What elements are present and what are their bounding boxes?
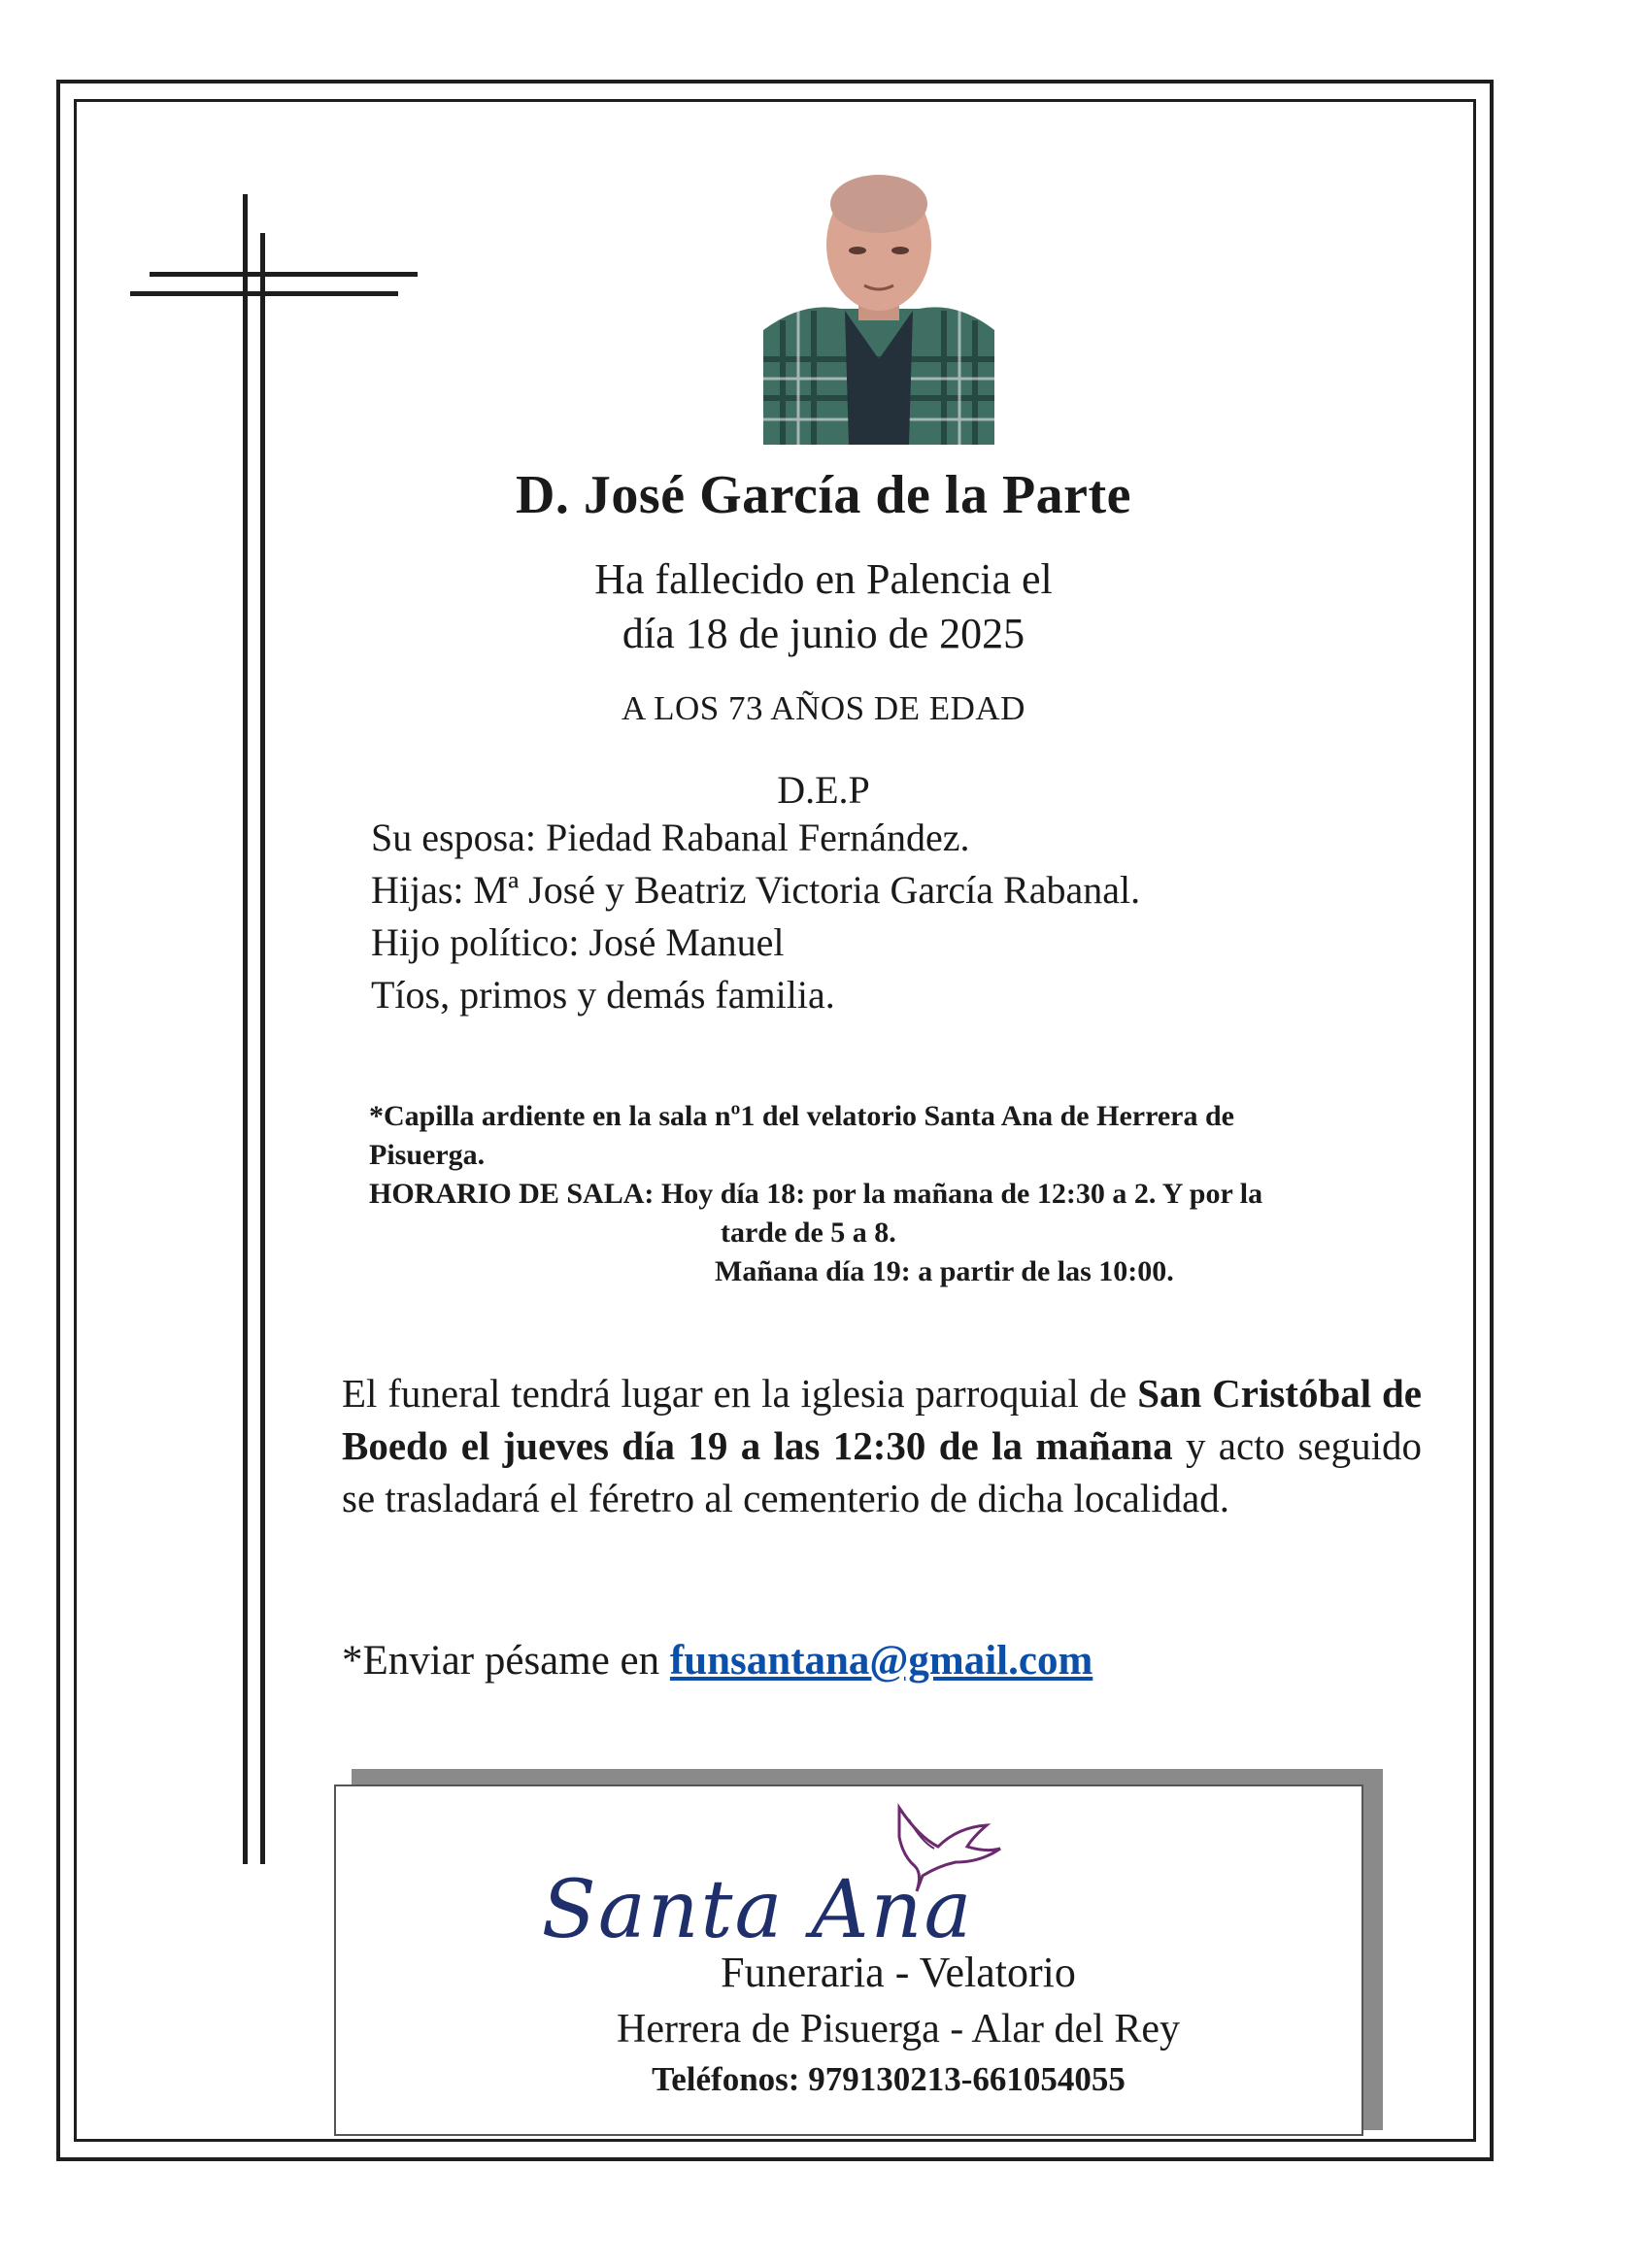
chapel-line-1: *Capilla ardiente en la sala nº1 del velatorio Santa Ana de Herrera de (369, 1100, 1234, 1132)
funeral-home-brand: Santa Ana (541, 1864, 974, 1956)
age-line: A LOS 73 AÑOS DE EDAD (622, 689, 1025, 727)
email-link[interactable]: funsantana@gmail.com (669, 1638, 1093, 1684)
funeral-text-1: El funeral tendrá lugar en la iglesia parroquial de (342, 1371, 1138, 1416)
dep-line: D.E.P (777, 768, 870, 812)
funeral-home-phones: Teléfonos: 979130213-661054055 (652, 2060, 1126, 2098)
family-daughters: Hijas: Mª José y Beatriz Victoria García Rabanal. (371, 868, 1141, 912)
chapel-hours-tomorrow: Mañana día 19: a partir de las 10:00. (715, 1255, 1174, 1287)
chapel-line-2: Pisuerga. (369, 1139, 486, 1171)
funeral-home-subtitle: Funeraria - Velatorio (721, 1949, 1076, 1996)
death-date-line: día 18 de junio de 2025 (622, 610, 1025, 657)
chapel-hours-line: HORARIO DE SALA: Hoy día 18: por la mañana de 12:30 a 2. Y por la (369, 1178, 1263, 1210)
deceased-photo (763, 165, 994, 445)
condolence-line (342, 1637, 1092, 1684)
cross-icon (117, 194, 427, 1864)
family-others: Tíos, primos y demás familia. (371, 973, 835, 1017)
deceased-name: D. José García de la Parte (515, 465, 1132, 525)
funeral-paragraph (342, 1367, 1422, 1524)
chapel-hours-line-2: tarde de 5 a 8. (721, 1217, 896, 1249)
condolence-prefix: *Enviar pésame en (342, 1638, 670, 1684)
family-list (371, 812, 1140, 1021)
funeral-home-location: Herrera de Pisuerga - Alar del Rey (616, 2007, 1180, 2051)
family-son-in-law: Hijo político: José Manuel (371, 920, 785, 964)
chapel-info (369, 1097, 1437, 1291)
funeral-text-2: y acto seguido se trasladará el féretro al cementerio de dicha localidad. (342, 1423, 1422, 1520)
family-wife: Su esposa: Piedad Rabanal Fernández. (371, 816, 970, 859)
funeral-text-bold: San Cristóbal de Boedo el jueves día 19 a las 12:30 de la mañana (342, 1371, 1422, 1468)
death-place-line: Ha fallecido en Palencia el (594, 555, 1053, 603)
